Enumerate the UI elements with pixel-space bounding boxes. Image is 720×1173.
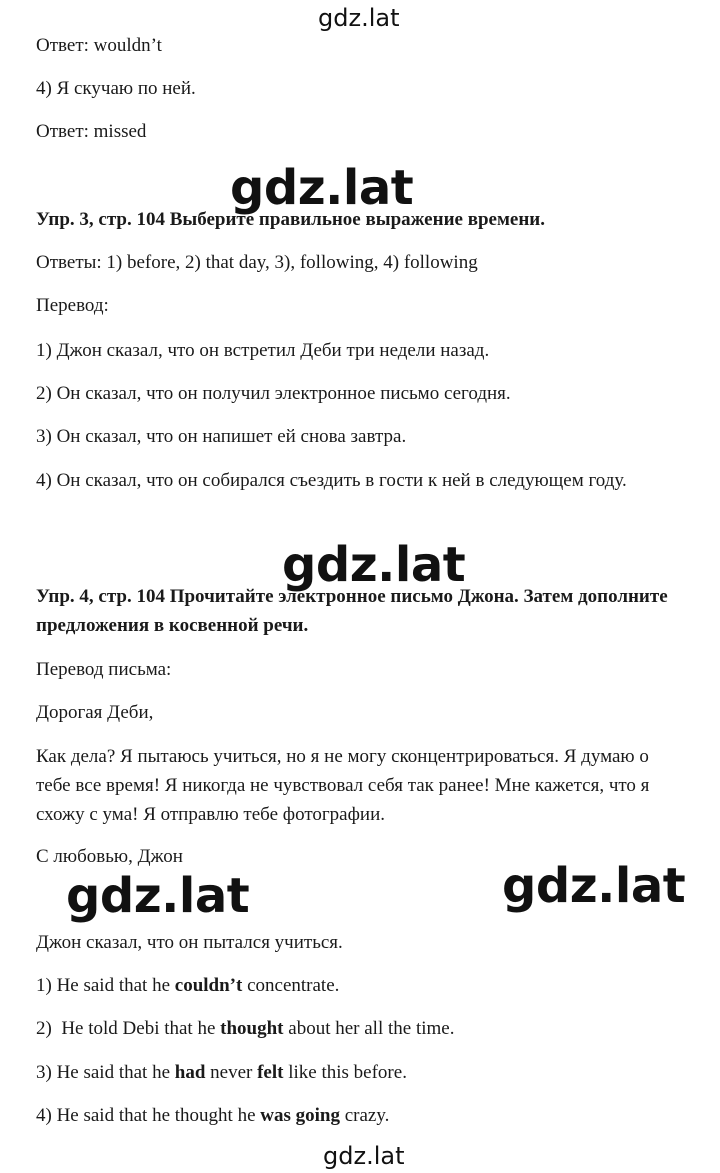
sentence-text: crazy. <box>339 1105 390 1126</box>
answer-word: thought <box>220 1018 284 1039</box>
answer-line: Ответ: missed <box>36 121 147 142</box>
letter-body: Как дела? Я пытаюсь учиться, но я не могу сконцентрироваться. Я думаю о тебе все время! Я никогда не чувствовал себя так ранее! Мне кажется, что я схожу с ума! Я отправлю тебе фотографии. <box>36 746 650 825</box>
sentence-text: 2) He told Debi that he <box>36 1018 221 1039</box>
answer-word: had <box>174 1062 206 1083</box>
watermark-bottom: gdz.lat <box>323 1142 405 1170</box>
answer-sentence <box>36 1014 686 1043</box>
translation-item: 2) Он сказал, что он получил электронное письмо сегодня. <box>36 383 511 404</box>
watermark-top: gdz.lat <box>318 4 400 32</box>
answer-sentence <box>36 971 686 1000</box>
answer-sentence <box>36 1101 686 1130</box>
watermark-right: gdz.lat <box>502 858 686 914</box>
letter-translation-label: Перевод письма: <box>36 659 172 680</box>
exercise-4-heading: Упр. 4, стр. 104 Прочитайте электронное письмо Джона. Затем дополните предложения в косвенной речи. <box>36 586 668 636</box>
answer-word: couldn’t <box>174 975 243 996</box>
watermark-left: gdz.lat <box>66 868 250 924</box>
answer-word: was going <box>260 1105 340 1126</box>
answer-line: Ответ: wouldn’t <box>36 35 162 56</box>
answer-sentence <box>36 1058 686 1087</box>
answer-word: felt <box>257 1062 284 1083</box>
translation-item: 1) Джон сказал, что он встретил Деби три недели назад. <box>36 340 490 361</box>
sentence-text: like this before. <box>283 1062 407 1083</box>
translation-item: 3) Он сказал, что он напишет ей снова завтра. <box>36 426 407 447</box>
example-sentence: Джон сказал, что он пытался учиться. <box>36 932 343 953</box>
sentence-text: 4) He said that he thought he <box>36 1105 261 1126</box>
exercise-3-heading: Упр. 3, стр. 104 Выберите правильное выражение времени. <box>36 209 545 230</box>
sentence-text: about her all the time. <box>283 1018 455 1039</box>
exercise-3-answers: Ответы: 1) before, 2) that day, 3), following, 4) following <box>36 252 478 273</box>
translation-label: Перевод: <box>36 295 109 316</box>
watermark-mid2: gdz.lat <box>282 537 466 593</box>
translation-item: 4) Он сказал, что он собирался съездить в гости к ней в следующем году. <box>36 470 627 491</box>
watermark-mid1: gdz.lat <box>230 160 414 216</box>
question-line: 4) Я скучаю по ней. <box>36 78 196 99</box>
sentence-text: never <box>205 1062 258 1083</box>
letter-signoff: С любовью, Джон <box>36 846 183 867</box>
letter-greeting: Дорогая Деби, <box>36 702 154 723</box>
sentence-text: 3) He said that he <box>36 1062 175 1083</box>
sentence-text: concentrate. <box>242 975 340 996</box>
sentence-text: 1) He said that he <box>36 975 175 996</box>
